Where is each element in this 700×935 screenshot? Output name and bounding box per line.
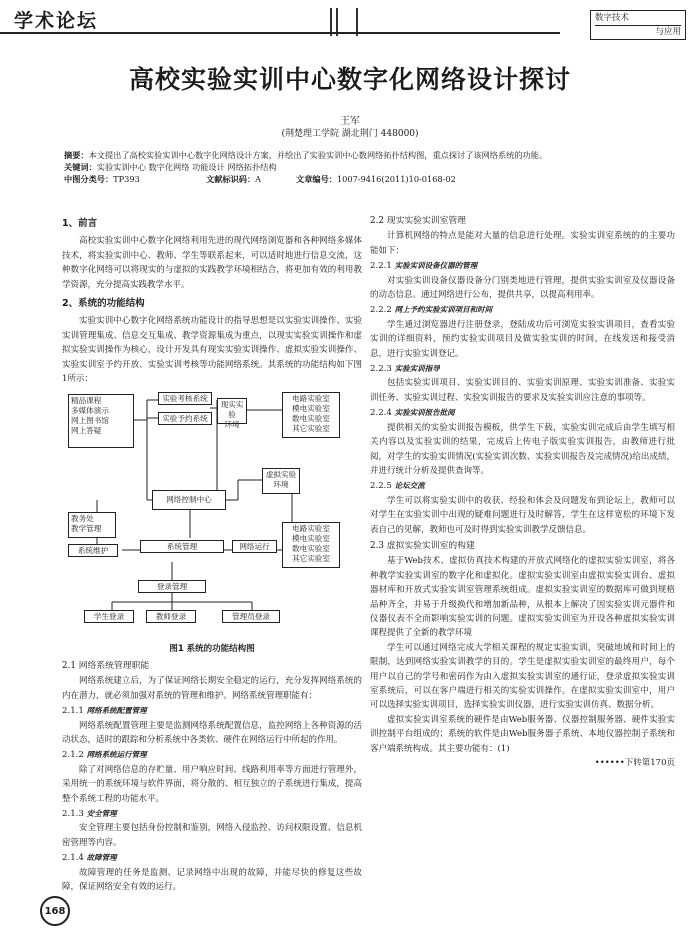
keywords: [64, 162, 277, 173]
section-2-3-heading: 2.3 虚拟实验实训室的构建: [370, 540, 475, 551]
diagram-sys-mgmt-box: [140, 540, 224, 553]
function-structure-diagram: [62, 390, 362, 640]
section-2-1-3-paragraph: 安全管理主要包括身份控制和鉴别，网络入侵监控、访问权限设置、信息机密管理等内容。: [62, 823, 362, 848]
article-no-value: 1007-9416(2011)10-0168-02: [336, 174, 456, 184]
section-2-2-1-title: 实验实训设备仪器的管理: [394, 261, 478, 271]
left-column: [62, 212, 362, 894]
classification-line: [64, 174, 484, 185]
diagram-student-login-text: 学生登录: [93, 612, 125, 622]
diagram-control-center-text: 网络控制中心: [166, 495, 212, 505]
section-2-2-4-heading: [370, 406, 675, 420]
section-2-2-4-number: 2.2.4: [370, 408, 392, 419]
section-2-1-4-heading: [62, 851, 362, 865]
diagram-virtual-env-box: [262, 468, 300, 494]
section-2-2-3-heading: [370, 362, 675, 376]
section-2-1-3-title: 安全管理: [86, 808, 117, 818]
diagram-real-rooms-text: 电路实验室 模电实验室 数电实验室 其它实验室: [292, 394, 330, 434]
section-2-paragraph: 实验实训中心数字化网络系统功能设计的指导思想是以实验实训操作、实验实训管理集成、信息交互集成、教学资源集成为重点，以现实实验实训操作和虚拟实验实训操作为核心，设计开发具有现实实验实训操作、虚拟实验实训操作、实验实训室予约开放、实验实训考核等功能网络系统。其系统的功能结构如下图1所示：: [62, 316, 362, 385]
keywords-label: 关键词：: [64, 162, 97, 172]
page-number: 168: [44, 906, 66, 917]
diagram-virtual-rooms-text: 电路实验室 模电实验室 数电实验室 其它实验室: [292, 524, 330, 564]
diagram-admin-login-box: [222, 610, 280, 623]
journal-name-line1: 数字技术: [595, 13, 630, 23]
section-2-3-paragraph-2: 学生可以通过网络完成大学相关课程的规定实验实训，突破地域和时间上的限制，达到网络实验实训教学的目的。学生是虚拟实验实训室的最终用户，每个用户以自己的学号和密码作为由入虚拟实验实训室的通行证，登录虚拟实验实训室系统后，可以在客户端进行相关的实验实训操作。在虚拟实验实训室中，用户可以选择实验实训项目，选择实验实训仪器，进行实验实训仿真、数据分析。: [370, 642, 675, 711]
diagram-real-env-text: 现实实验 环境: [220, 400, 244, 430]
journal-name-line2: 与应用: [595, 25, 681, 39]
section-2-3-paragraph-1: 基于Web技术、虚拟仿真技术构建的开放式网络化的虚拟实验实训室，将各种教学实验实训室的数字化和虚拟化。虚拟实验实训室由虚拟实验实训台、虚拟器材库和开放式实验实训室管理系统组成。虚拟实验实训室的数据库可做到规格品种齐全，并易于升级换代和增加新品种，从根本上解决了因实验实训元器件和仪器仪表不全而影响实验实训的问题。虚拟实验实训室为开设各种虚拟实验实训课程提供了全新的教学环境: [370, 556, 675, 639]
section-2-2-4-title: 实验实训报告批阅: [394, 408, 455, 418]
section-2-2-3-title: 实验实训指导: [394, 364, 440, 374]
journal-logo: [590, 10, 686, 40]
section-2-1-1-heading: [62, 704, 362, 718]
diagram-teacher-login-box: [146, 610, 196, 623]
section-2-1-2-heading: [62, 748, 362, 762]
section-2-1-heading: 2.1 网络系统管理职能: [62, 660, 150, 671]
diagram-student-login-box: [84, 610, 134, 623]
right-column: [370, 212, 675, 770]
section-2-2-1-number: 2.2.1: [370, 261, 392, 272]
section-2-3-paragraph-3: 虚拟实验实训室系统的硬件是由Web服务器、仪器控制服务器、硬件实验实训控制平台组成的；系统的软件是由Web服务器子系统、本地仪器控制子系统和客户端系统构成。其主要功能有：(1): [370, 714, 675, 754]
section-2-heading: 2、系统的功能结构: [62, 298, 145, 310]
section-2-2-5-heading: [370, 479, 675, 493]
section-2-2-1-heading: [370, 259, 675, 273]
doc-code-value: A: [255, 174, 262, 184]
section-2-2-heading: 2.2 现实实验实训室管理: [370, 216, 466, 226]
section-2-2-3-paragraph: 包括实验实训项目、实验实训目的、实验实训原理、实验实训准备、实验实训任务、实验实训过程、实验实训报告的要求及实验实训应注意的事项等。: [370, 378, 675, 403]
clc-label: 中图分类号：: [64, 174, 114, 184]
diagram-net-run-box: [232, 540, 277, 553]
section-2-1-2-number: 2.1.2: [62, 750, 84, 761]
section-2-1-3-number: 2.1.3: [62, 808, 84, 819]
section-label: 学术论坛: [14, 10, 99, 32]
section-2-2-2-number: 2.2.2: [370, 305, 392, 316]
diagram-net-run-text: 网络运行: [239, 542, 270, 552]
diagram-login-mgmt-box: [138, 580, 206, 593]
continued-note: ••••••下转第170页: [594, 758, 675, 769]
section-2-1-paragraph: 网络系统建立后，为了保证网络长期安全稳定的运行，充分发挥网络系统的内在潜力，就必须加强对系统的管理和维护。网络系统管理职能有：: [62, 676, 362, 701]
doc-code-label: 文献标识码：: [206, 174, 256, 184]
diagram-assessment-text: 实验考核系统: [162, 394, 208, 404]
diagram-login-mgmt-text: 登录管理: [156, 582, 188, 592]
section-1-paragraph: 高校实验实训中心数字化网络利用先进的现代网络浏览器和各种网络多媒体技术，将实验实训中心、教师、学生等联系起来，可以适时地进行信息交流，这种数字化网络可以将现实的与虚拟的实践教学环境相结合，将更加有效的利用教学资源，充分提高实践教学水平。: [62, 236, 362, 290]
figure-caption: 图1 系统的功能结构图: [169, 644, 255, 655]
paper-title: 高校实验实训中心数字化网络设计探讨: [128, 65, 571, 94]
diagram-reservation-text: 实验予约系统: [162, 414, 208, 424]
section-2-2-2-paragraph: 学生通过浏览器进行注册登录，登陆成功后可浏览实验实训项目，查看实验实训的详细资料，预约实验实训项目及做实验实训的时间，在线发送和接受消息，进行实验实训登记。: [370, 319, 675, 359]
section-2-2-2-heading: [370, 303, 675, 317]
section-2-2-1-paragraph: 对实验实训设备仪器设备分门别类地进行管理，提供实验实训室及仪器设备的动态信息。通过网络进行公布，提供共享，以提高利用率。: [370, 275, 675, 301]
header-rule: [0, 32, 560, 34]
author: 王军: [340, 116, 360, 127]
affiliation: (荆楚理工学院 湖北荆门 448000): [281, 129, 419, 139]
abstract-label: 摘要：: [64, 150, 89, 160]
diagram-control-center-box: [152, 490, 226, 510]
section-2-1-2-title: 网络系统运行管理: [86, 750, 147, 760]
section-2-2-paragraph: 计算机网络的特点是能对大量的信息进行处理。实验实训室系统的的主要功能如下：: [370, 231, 675, 256]
section-2-2-4-paragraph: 提供相关的实验实训报告模板，供学生下载，实验实训完成后由学生填写相关内容以及实验实训的结果，完成后上传电子版实验实训报告，由教师进行批阅，对学生的实验实训情况(实验实训次数、实验实训报告及完成情况)给出成绩，并进行统计分析及提供查询等。: [370, 422, 675, 476]
article-no-label: 文章编号：: [296, 174, 337, 184]
abstract: [64, 150, 547, 161]
section-2-1-1-number: 2.1.1: [62, 706, 84, 717]
section-2-1-4-paragraph: 故障管理的任务是监测、记录网络中出现的故障，并能尽快的修复这些故障，保证网络安全有效的运行。: [62, 867, 362, 892]
clc-value: TP393: [113, 174, 140, 184]
section-2-2-2-title: 网上予约实验实训项目和时间: [394, 305, 493, 315]
section-2-1-4-number: 2.1.4: [62, 853, 84, 864]
section-2-1-3-heading: [62, 807, 362, 821]
diagram-edu-office-box: [68, 512, 116, 538]
diagram-maintenance-text: 系统维护: [77, 546, 109, 556]
section-2-1-2-paragraph: 除了对网络信息的存贮量、用户响应时间、线路利用率等方面进行管理外，采用统一的系统环境与软件界面，将分散的、相互独立的子系统进行集成，提高整个系统工程的功能水平。: [62, 764, 362, 804]
section-2-2-5-title: 论坛交流: [394, 481, 425, 491]
diagram-real-env-box: [217, 398, 247, 430]
diagram-assessment-box: [158, 392, 212, 405]
section-2-2-5-number: 2.2.5: [370, 481, 392, 492]
diagram-edu-office-text: 教务处 教学管理: [71, 514, 102, 534]
abstract-text: 本文提出了高校实验实训中心数字化网络设计方案，并绘出了实验实训中心数网络拓扑结构图，重点探讨了该网络系统的功能。: [88, 150, 548, 160]
section-2-2-3-number: 2.2.3: [370, 364, 392, 375]
diagram-resources-box: [68, 394, 134, 448]
diagram-admin-login-text: 管理员登录: [232, 612, 270, 622]
section-2-1-4-title: 故障管理: [86, 853, 117, 863]
diagram-reservation-box: [158, 412, 212, 425]
diagram-resources-text: 精品课程 多媒体演示 网上图书馆 网上答疑: [71, 396, 109, 436]
section-2-2-5-paragraph: 学生可以将实验实训中的收获、经验和体会及问题发布到论坛上，教师可以对学生在实验实训中出现的疑难问题进行及时解答，学生在这样宽松的环境下发表自己的见解，教师也可及时得到实验实训教学反馈信息。: [370, 495, 675, 535]
section-2-1-1-paragraph: 网络系统配置管理主要是监测网络系统配置信息，监控网络上各种资源的活动状态，适时的跟踪和分析系统中各类软、硬件在网络运行中所起的作用。: [62, 720, 362, 745]
page-number-badge: [40, 896, 70, 926]
diagram-virtual-rooms-box: [282, 522, 340, 568]
section-2-1-1-title: 网络系统配置管理: [86, 706, 147, 716]
keywords-text: 实验实训中心 数字化网络 功能设计 网络拓扑结构: [96, 162, 277, 172]
diagram-sys-mgmt-text: 系统管理: [166, 542, 198, 552]
diagram-teacher-login-text: 教师登录: [155, 612, 187, 622]
diagram-virtual-env-text: 虚拟实验 环境: [265, 470, 297, 490]
diagram-maintenance-box: [68, 544, 118, 557]
diagram-real-rooms-box: [282, 392, 340, 438]
section-1-heading: 1、前言: [62, 218, 98, 229]
